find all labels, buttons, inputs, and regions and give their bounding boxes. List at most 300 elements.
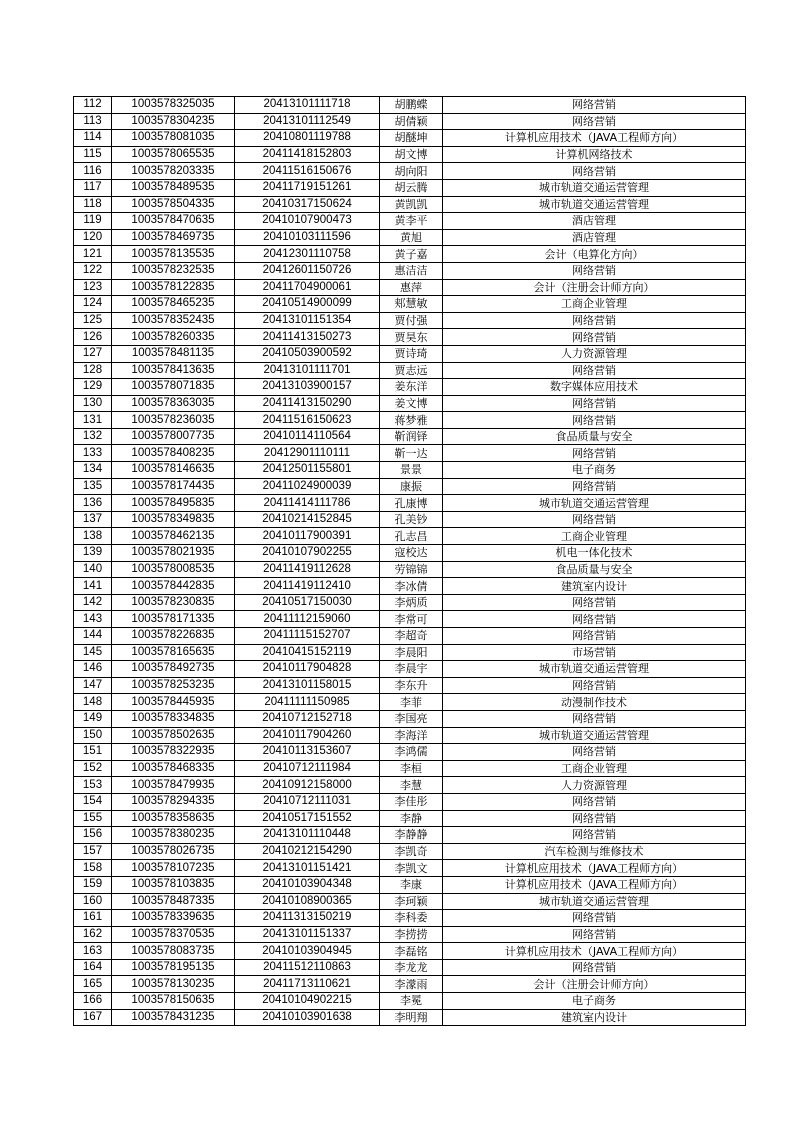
candidate-id-cell: 1003578462135 xyxy=(112,528,235,545)
student-name-cell: 李佳彤 xyxy=(380,793,443,810)
table-row xyxy=(74,279,746,296)
student-number-cell: 20413101158015 xyxy=(235,677,380,694)
candidate-id-cell: 1003578065535 xyxy=(112,146,235,163)
student-name-cell: 李海洋 xyxy=(380,727,443,744)
candidate-id-cell: 1003578481135 xyxy=(112,345,235,362)
student-name-cell: 贾昊东 xyxy=(380,329,443,346)
major-cell: 城市轨道交通运营管理 xyxy=(443,661,746,678)
candidate-id-cell: 1003578339635 xyxy=(112,910,235,927)
candidate-id-cell: 1003578107235 xyxy=(112,860,235,877)
row-index-cell: 148 xyxy=(74,694,112,711)
student-name-cell: 李菲 xyxy=(380,694,443,711)
student-number-cell: 20410212154290 xyxy=(235,843,380,860)
student-name-cell: 姜东洋 xyxy=(380,379,443,396)
major-cell: 网络营销 xyxy=(443,628,746,645)
row-index-cell: 122 xyxy=(74,262,112,279)
candidate-id-cell: 1003578203335 xyxy=(112,163,235,180)
row-index-cell: 153 xyxy=(74,777,112,794)
student-name-cell: 黄旭 xyxy=(380,229,443,246)
major-cell: 汽车检测与维修技术 xyxy=(443,843,746,860)
major-cell: 人力资源管理 xyxy=(443,345,746,362)
student-name-cell: 寇校达 xyxy=(380,545,443,562)
major-cell: 网络营销 xyxy=(443,362,746,379)
candidate-id-cell: 1003578021935 xyxy=(112,545,235,562)
table-row xyxy=(74,727,746,744)
major-cell: 网络营销 xyxy=(443,710,746,727)
student-number-cell: 20411719151261 xyxy=(235,179,380,196)
student-name-cell: 贾付强 xyxy=(380,312,443,329)
student-number-cell: 20412901110111 xyxy=(235,445,380,462)
major-cell: 网络营销 xyxy=(443,412,746,429)
row-index-cell: 152 xyxy=(74,760,112,777)
table-row xyxy=(74,528,746,545)
student-name-cell: 黄子嘉 xyxy=(380,246,443,263)
major-cell: 网络营销 xyxy=(443,312,746,329)
table-row xyxy=(74,1009,746,1026)
candidate-id-cell: 1003578083735 xyxy=(112,943,235,960)
major-cell: 建筑室内设计 xyxy=(443,578,746,595)
row-index-cell: 130 xyxy=(74,395,112,412)
candidate-id-cell: 1003578487335 xyxy=(112,893,235,910)
candidate-id-cell: 1003578370535 xyxy=(112,926,235,943)
candidate-id-cell: 1003578363035 xyxy=(112,395,235,412)
table-row xyxy=(74,943,746,960)
student-number-cell: 20411414111786 xyxy=(235,495,380,512)
major-cell: 酒店管理 xyxy=(443,229,746,246)
student-number-cell: 20412501155801 xyxy=(235,462,380,479)
table-row xyxy=(74,810,746,827)
major-cell: 网络营销 xyxy=(443,827,746,844)
row-index-cell: 150 xyxy=(74,727,112,744)
table-row xyxy=(74,412,746,429)
student-name-cell: 李鸿儒 xyxy=(380,744,443,761)
student-name-cell: 李磊铭 xyxy=(380,943,443,960)
student-name-cell: 胡文博 xyxy=(380,146,443,163)
major-cell: 食品质量与安全 xyxy=(443,428,746,445)
table-row xyxy=(74,561,746,578)
student-list-body xyxy=(74,97,746,1026)
row-index-cell: 143 xyxy=(74,611,112,628)
row-index-cell: 140 xyxy=(74,561,112,578)
table-row xyxy=(74,146,746,163)
student-name-cell: 李珂颖 xyxy=(380,893,443,910)
table-row xyxy=(74,130,746,147)
table-row xyxy=(74,213,746,230)
candidate-id-cell: 1003578492735 xyxy=(112,661,235,678)
student-number-cell: 20410712111031 xyxy=(235,793,380,810)
major-cell: 城市轨道交通运营管理 xyxy=(443,495,746,512)
table-row xyxy=(74,362,746,379)
candidate-id-cell: 1003578226835 xyxy=(112,628,235,645)
table-row xyxy=(74,611,746,628)
student-number-cell: 20413101111701 xyxy=(235,362,380,379)
student-number-cell: 20411111150985 xyxy=(235,694,380,711)
candidate-id-cell: 1003578007735 xyxy=(112,428,235,445)
student-number-cell: 20413101151337 xyxy=(235,926,380,943)
major-cell: 计算机应用技术（JAVA工程师方向） xyxy=(443,130,746,147)
student-number-cell: 20410117900391 xyxy=(235,528,380,545)
student-name-cell: 黄凯凯 xyxy=(380,196,443,213)
major-cell: 市场营销 xyxy=(443,644,746,661)
row-index-cell: 114 xyxy=(74,130,112,147)
student-name-cell: 李濛雨 xyxy=(380,976,443,993)
student-number-cell: 20410107900473 xyxy=(235,213,380,230)
row-index-cell: 129 xyxy=(74,379,112,396)
student-number-cell: 20412301110758 xyxy=(235,246,380,263)
table-row xyxy=(74,495,746,512)
row-index-cell: 147 xyxy=(74,677,112,694)
student-name-cell: 李凯奇 xyxy=(380,843,443,860)
table-row xyxy=(74,345,746,362)
table-row xyxy=(74,827,746,844)
row-index-cell: 119 xyxy=(74,213,112,230)
major-cell: 酒店管理 xyxy=(443,213,746,230)
student-number-cell: 20413101151354 xyxy=(235,312,380,329)
candidate-id-cell: 1003578171335 xyxy=(112,611,235,628)
major-cell: 动漫制作技术 xyxy=(443,694,746,711)
table-row xyxy=(74,445,746,462)
student-name-cell: 李静 xyxy=(380,810,443,827)
table-row xyxy=(74,793,746,810)
row-index-cell: 141 xyxy=(74,578,112,595)
major-cell: 网络营销 xyxy=(443,677,746,694)
student-number-cell: 20410114110564 xyxy=(235,428,380,445)
student-name-cell: 黄李平 xyxy=(380,213,443,230)
row-index-cell: 132 xyxy=(74,428,112,445)
candidate-id-cell: 1003578468335 xyxy=(112,760,235,777)
major-cell: 网络营销 xyxy=(443,511,746,528)
row-index-cell: 163 xyxy=(74,943,112,960)
row-index-cell: 149 xyxy=(74,710,112,727)
student-name-cell: 孔美钞 xyxy=(380,511,443,528)
student-number-cell: 20411713110621 xyxy=(235,976,380,993)
student-name-cell: 李捞捞 xyxy=(380,926,443,943)
table-row xyxy=(74,644,746,661)
candidate-id-cell: 1003578489535 xyxy=(112,179,235,196)
student-number-cell: 20411115152707 xyxy=(235,628,380,645)
candidate-id-cell: 1003578502635 xyxy=(112,727,235,744)
student-number-cell: 20410517150030 xyxy=(235,594,380,611)
table-row xyxy=(74,594,746,611)
student-name-cell: 李科委 xyxy=(380,910,443,927)
table-row xyxy=(74,329,746,346)
table-row xyxy=(74,694,746,711)
candidate-id-cell: 1003578236035 xyxy=(112,412,235,429)
row-index-cell: 113 xyxy=(74,113,112,130)
major-cell: 机电一体化技术 xyxy=(443,545,746,562)
row-index-cell: 146 xyxy=(74,661,112,678)
student-number-cell: 20411024900039 xyxy=(235,478,380,495)
table-row xyxy=(74,910,746,927)
table-row xyxy=(74,379,746,396)
table-row xyxy=(74,959,746,976)
major-cell: 网络营销 xyxy=(443,113,746,130)
row-index-cell: 136 xyxy=(74,495,112,512)
row-index-cell: 157 xyxy=(74,843,112,860)
major-cell: 网络营销 xyxy=(443,926,746,943)
student-number-cell: 20410912158000 xyxy=(235,777,380,794)
student-name-cell: 李冕 xyxy=(380,993,443,1010)
candidate-id-cell: 1003578445935 xyxy=(112,694,235,711)
row-index-cell: 165 xyxy=(74,976,112,993)
row-index-cell: 137 xyxy=(74,511,112,528)
student-name-cell: 惠洁洁 xyxy=(380,262,443,279)
row-index-cell: 159 xyxy=(74,876,112,893)
candidate-id-cell: 1003578465235 xyxy=(112,296,235,313)
row-index-cell: 151 xyxy=(74,744,112,761)
table-row xyxy=(74,511,746,528)
major-cell: 网络营销 xyxy=(443,163,746,180)
major-cell: 网络营销 xyxy=(443,594,746,611)
candidate-id-cell: 1003578253235 xyxy=(112,677,235,694)
candidate-id-cell: 1003578150635 xyxy=(112,993,235,1010)
candidate-id-cell: 1003578380235 xyxy=(112,827,235,844)
student-name-cell: 郏慧敏 xyxy=(380,296,443,313)
candidate-id-cell: 1003578026735 xyxy=(112,843,235,860)
candidate-id-cell: 1003578304235 xyxy=(112,113,235,130)
table-row xyxy=(74,395,746,412)
table-row xyxy=(74,478,746,495)
row-index-cell: 117 xyxy=(74,179,112,196)
student-number-cell: 20410103904945 xyxy=(235,943,380,960)
major-cell: 会计（电算化方向） xyxy=(443,246,746,263)
student-name-cell: 孔康博 xyxy=(380,495,443,512)
student-number-cell: 20410113153607 xyxy=(235,744,380,761)
student-name-cell: 李桓 xyxy=(380,760,443,777)
candidate-id-cell: 1003578413635 xyxy=(112,362,235,379)
major-cell: 网络营销 xyxy=(443,744,746,761)
student-number-cell: 20410517151552 xyxy=(235,810,380,827)
major-cell: 网络营销 xyxy=(443,793,746,810)
candidate-id-cell: 1003578260335 xyxy=(112,329,235,346)
student-number-cell: 20410103904348 xyxy=(235,876,380,893)
major-cell: 网络营销 xyxy=(443,97,746,114)
table-row xyxy=(74,744,746,761)
major-cell: 网络营销 xyxy=(443,329,746,346)
row-index-cell: 125 xyxy=(74,312,112,329)
table-row xyxy=(74,628,746,645)
student-name-cell: 李冰倩 xyxy=(380,578,443,595)
student-name-cell: 劳锦锦 xyxy=(380,561,443,578)
major-cell: 工商企业管理 xyxy=(443,528,746,545)
table-row xyxy=(74,296,746,313)
major-cell: 网络营销 xyxy=(443,478,746,495)
candidate-id-cell: 1003578358635 xyxy=(112,810,235,827)
row-index-cell: 144 xyxy=(74,628,112,645)
student-number-cell: 20411418152803 xyxy=(235,146,380,163)
student-name-cell: 景景 xyxy=(380,462,443,479)
row-index-cell: 138 xyxy=(74,528,112,545)
candidate-id-cell: 1003578431235 xyxy=(112,1009,235,1026)
major-cell: 计算机应用技术（JAVA工程师方向） xyxy=(443,860,746,877)
candidate-id-cell: 1003578334835 xyxy=(112,710,235,727)
row-index-cell: 167 xyxy=(74,1009,112,1026)
student-number-cell: 20410107902255 xyxy=(235,545,380,562)
major-cell: 建筑室内设计 xyxy=(443,1009,746,1026)
candidate-id-cell: 1003578146635 xyxy=(112,462,235,479)
table-row xyxy=(74,97,746,114)
student-number-cell: 20413101151421 xyxy=(235,860,380,877)
row-index-cell: 115 xyxy=(74,146,112,163)
student-name-cell: 惠萍 xyxy=(380,279,443,296)
student-number-cell: 20410712152718 xyxy=(235,710,380,727)
row-index-cell: 139 xyxy=(74,545,112,562)
major-cell: 网络营销 xyxy=(443,810,746,827)
major-cell: 计算机应用技术（JAVA工程师方向） xyxy=(443,943,746,960)
major-cell: 工商企业管理 xyxy=(443,760,746,777)
student-number-cell: 20410117904828 xyxy=(235,661,380,678)
student-number-cell: 20411516150676 xyxy=(235,163,380,180)
candidate-id-cell: 1003578122835 xyxy=(112,279,235,296)
candidate-id-cell: 1003578495835 xyxy=(112,495,235,512)
candidate-id-cell: 1003578174435 xyxy=(112,478,235,495)
student-name-cell: 康振 xyxy=(380,478,443,495)
student-number-cell: 20411413150290 xyxy=(235,395,380,412)
table-row xyxy=(74,777,746,794)
major-cell: 城市轨道交通运营管理 xyxy=(443,196,746,213)
table-row xyxy=(74,545,746,562)
major-cell: 网络营销 xyxy=(443,262,746,279)
candidate-id-cell: 1003578195135 xyxy=(112,959,235,976)
table-row xyxy=(74,229,746,246)
candidate-id-cell: 1003578232535 xyxy=(112,262,235,279)
student-number-cell: 20411419112410 xyxy=(235,578,380,595)
row-index-cell: 121 xyxy=(74,246,112,263)
row-index-cell: 116 xyxy=(74,163,112,180)
table-row xyxy=(74,860,746,877)
candidate-id-cell: 1003578071835 xyxy=(112,379,235,396)
student-number-cell: 20410503900592 xyxy=(235,345,380,362)
major-cell: 计算机应用技术（JAVA工程师方向） xyxy=(443,876,746,893)
student-name-cell: 胡倩颖 xyxy=(380,113,443,130)
major-cell: 电子商务 xyxy=(443,993,746,1010)
table-row xyxy=(74,710,746,727)
table-row xyxy=(74,893,746,910)
student-number-cell: 20410103111596 xyxy=(235,229,380,246)
candidate-id-cell: 1003578442835 xyxy=(112,578,235,595)
major-cell: 会计（注册会计师方向） xyxy=(443,976,746,993)
candidate-id-cell: 1003578349835 xyxy=(112,511,235,528)
table-row xyxy=(74,262,746,279)
student-number-cell: 20411516150623 xyxy=(235,412,380,429)
major-cell: 食品质量与安全 xyxy=(443,561,746,578)
major-cell: 城市轨道交通运营管理 xyxy=(443,727,746,744)
student-number-cell: 20410108900365 xyxy=(235,893,380,910)
row-index-cell: 112 xyxy=(74,97,112,114)
student-name-cell: 贾志远 xyxy=(380,362,443,379)
major-cell: 计算机网络技术 xyxy=(443,146,746,163)
candidate-id-cell: 1003578130235 xyxy=(112,976,235,993)
table-row xyxy=(74,926,746,943)
row-index-cell: 135 xyxy=(74,478,112,495)
student-name-cell: 姜文博 xyxy=(380,395,443,412)
row-index-cell: 142 xyxy=(74,594,112,611)
student-name-cell: 李晨宇 xyxy=(380,661,443,678)
student-name-cell: 李常可 xyxy=(380,611,443,628)
table-row xyxy=(74,843,746,860)
row-index-cell: 131 xyxy=(74,412,112,429)
student-name-cell: 李晨阳 xyxy=(380,644,443,661)
student-name-cell: 胡云腾 xyxy=(380,179,443,196)
student-number-cell: 20411704900061 xyxy=(235,279,380,296)
row-index-cell: 134 xyxy=(74,462,112,479)
student-name-cell: 李慧 xyxy=(380,777,443,794)
student-number-cell: 20410103901638 xyxy=(235,1009,380,1026)
candidate-id-cell: 1003578008535 xyxy=(112,561,235,578)
row-index-cell: 120 xyxy=(74,229,112,246)
table-row xyxy=(74,876,746,893)
student-name-cell: 李康 xyxy=(380,876,443,893)
row-index-cell: 154 xyxy=(74,793,112,810)
candidate-id-cell: 1003578135535 xyxy=(112,246,235,263)
student-name-cell: 贾诗琦 xyxy=(380,345,443,362)
student-number-cell: 20410514900099 xyxy=(235,296,380,313)
student-number-cell: 20411112159060 xyxy=(235,611,380,628)
student-name-cell: 李凯文 xyxy=(380,860,443,877)
major-cell: 电子商务 xyxy=(443,462,746,479)
student-number-cell: 20413101110448 xyxy=(235,827,380,844)
row-index-cell: 123 xyxy=(74,279,112,296)
table-row xyxy=(74,428,746,445)
student-name-cell: 胡向阳 xyxy=(380,163,443,180)
major-cell: 数字媒体应用技术 xyxy=(443,379,746,396)
row-index-cell: 158 xyxy=(74,860,112,877)
student-name-cell: 胡鹏蝶 xyxy=(380,97,443,114)
student-number-cell: 20410801119788 xyxy=(235,130,380,147)
table-row xyxy=(74,578,746,595)
row-index-cell: 162 xyxy=(74,926,112,943)
row-index-cell: 126 xyxy=(74,329,112,346)
student-number-cell: 20411419112628 xyxy=(235,561,380,578)
student-number-cell: 20411413150273 xyxy=(235,329,380,346)
row-index-cell: 133 xyxy=(74,445,112,462)
student-name-cell: 靳一达 xyxy=(380,445,443,462)
student-name-cell: 李国亮 xyxy=(380,710,443,727)
student-name-cell: 孔志昌 xyxy=(380,528,443,545)
candidate-id-cell: 1003578103835 xyxy=(112,876,235,893)
major-cell: 网络营销 xyxy=(443,959,746,976)
table-row xyxy=(74,976,746,993)
student-name-cell: 李静静 xyxy=(380,827,443,844)
student-number-cell: 20413103900157 xyxy=(235,379,380,396)
major-cell: 网络营销 xyxy=(443,395,746,412)
candidate-id-cell: 1003578322935 xyxy=(112,744,235,761)
student-number-cell: 20410712111984 xyxy=(235,760,380,777)
row-index-cell: 127 xyxy=(74,345,112,362)
student-name-cell: 李龙龙 xyxy=(380,959,443,976)
student-name-cell: 靳润铎 xyxy=(380,428,443,445)
candidate-id-cell: 1003578469735 xyxy=(112,229,235,246)
table-row xyxy=(74,760,746,777)
major-cell: 网络营销 xyxy=(443,611,746,628)
student-list-table xyxy=(73,96,746,1026)
student-number-cell: 20413101112549 xyxy=(235,113,380,130)
table-row xyxy=(74,113,746,130)
candidate-id-cell: 1003578165635 xyxy=(112,644,235,661)
row-index-cell: 155 xyxy=(74,810,112,827)
student-number-cell: 20410117904260 xyxy=(235,727,380,744)
candidate-id-cell: 1003578504335 xyxy=(112,196,235,213)
row-index-cell: 166 xyxy=(74,993,112,1010)
student-name-cell: 李东升 xyxy=(380,677,443,694)
student-number-cell: 20410214152845 xyxy=(235,511,380,528)
student-number-cell: 20410415152119 xyxy=(235,644,380,661)
row-index-cell: 160 xyxy=(74,893,112,910)
major-cell: 城市轨道交通运营管理 xyxy=(443,179,746,196)
student-number-cell: 20411313150219 xyxy=(235,910,380,927)
candidate-id-cell: 1003578294335 xyxy=(112,793,235,810)
table-row xyxy=(74,196,746,213)
